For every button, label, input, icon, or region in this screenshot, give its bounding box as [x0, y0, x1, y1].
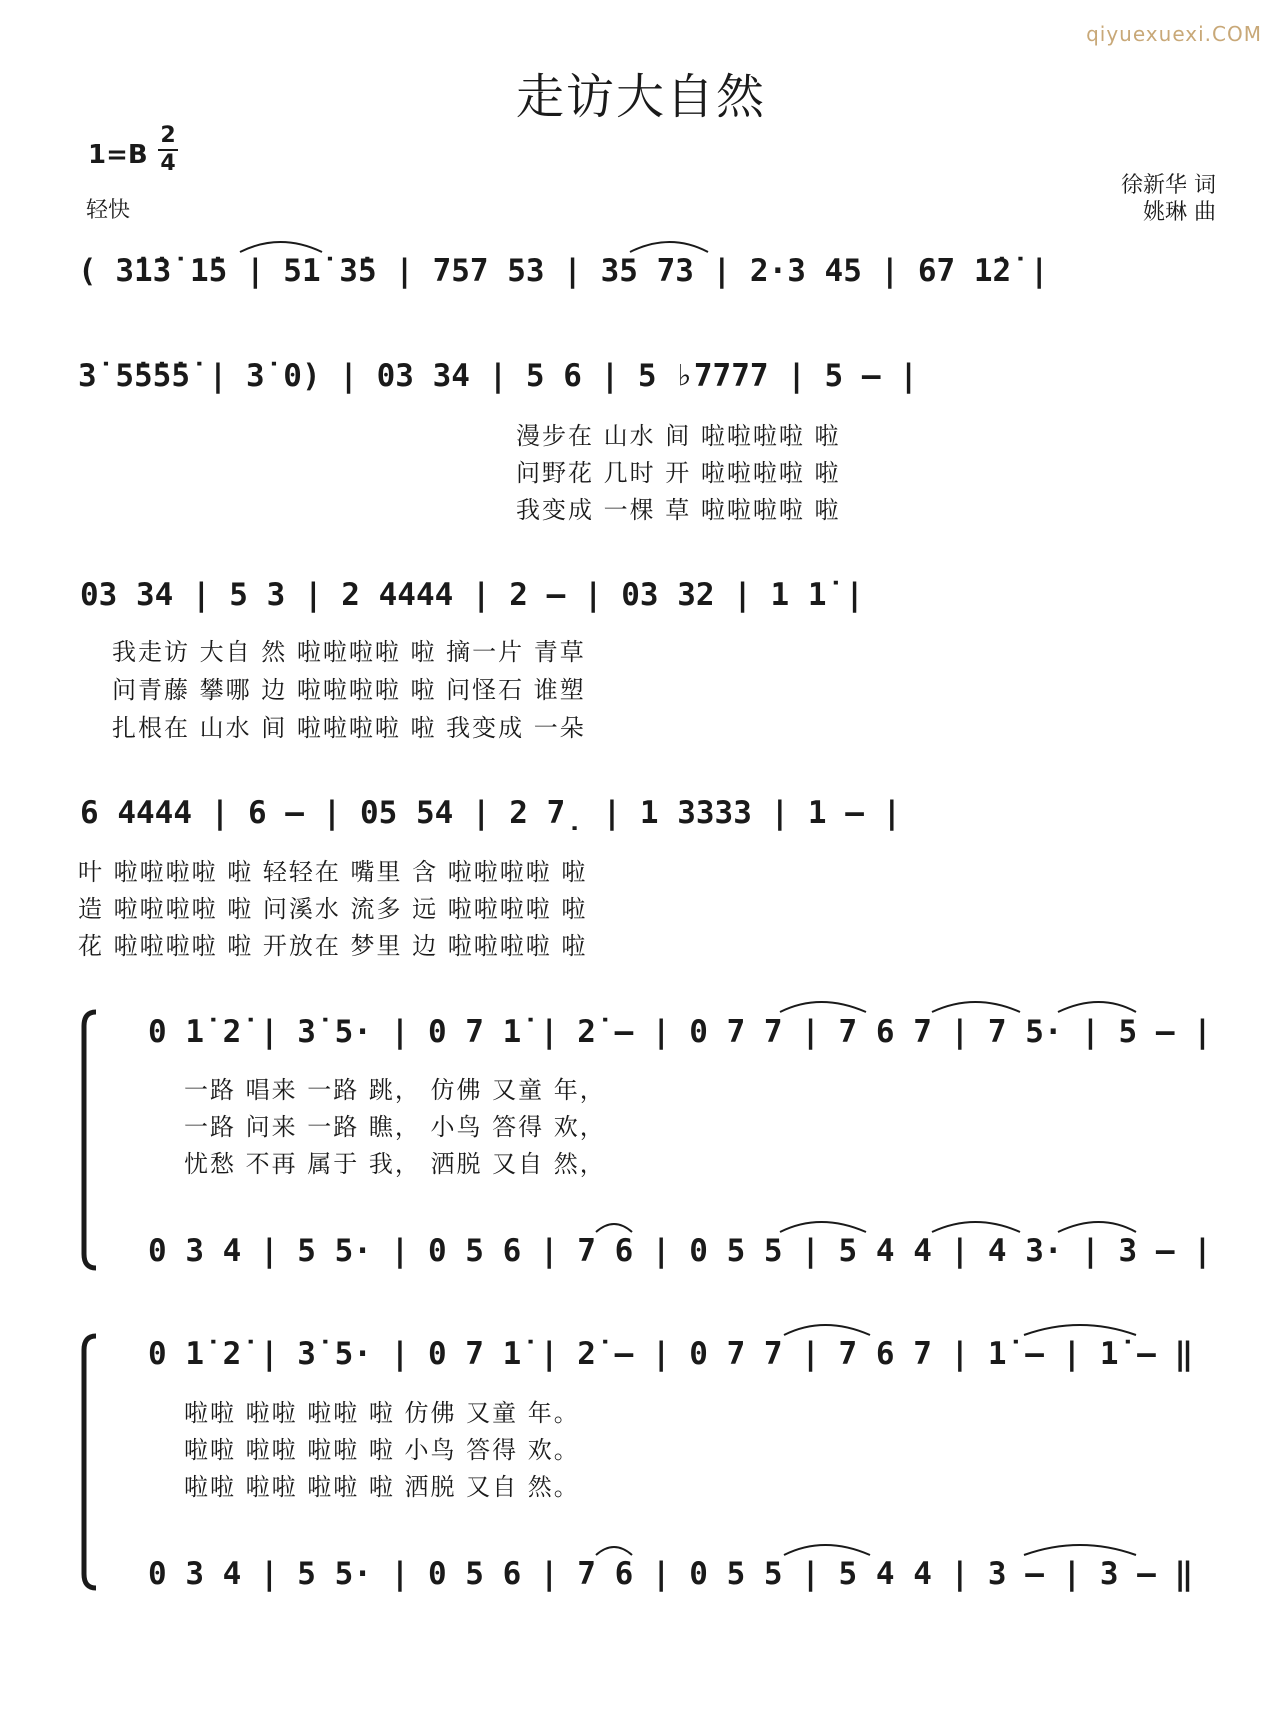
lyric-row-6-verse-2: 啦啦 啦啦 啦啦 啦 小鸟 答得 欢。	[184, 1436, 580, 1464]
lyric-row-3-verse-1: 我走访 大自 然 啦啦啦啦 啦 摘一片 青草	[112, 638, 586, 666]
lyric-row-3-verse-2: 问青藤 攀哪 边 啦啦啦啦 啦 问怪石 谁塑	[112, 676, 586, 704]
lyric-row-5-verse-1: 一路 唱来 一路 跳， 仿佛 又童 年，	[184, 1076, 606, 1104]
lyric-row-6-verse-3: 啦啦 啦啦 啦啦 啦 洒脱 又自 然。	[184, 1473, 580, 1501]
lyric-row-3-verse-3: 扎根在 山水 间 啦啦啦啦 啦 我变成 一朵	[112, 714, 586, 742]
lyric-row-6-verse-1: 啦啦 啦啦 啦啦 啦 仿佛 又童 年。	[184, 1399, 580, 1427]
lyric-row-4-verse-1: 叶 啦啦啦啦 啦 轻轻在 嘴里 含 啦啦啦啦 啦	[78, 858, 588, 886]
slur-7	[780, 1222, 866, 1232]
slur-5	[1058, 1002, 1136, 1012]
system-bracket-1	[84, 1012, 96, 1268]
slur-1	[240, 242, 322, 252]
slur-13	[784, 1545, 870, 1555]
notation-row-4: 6 4444 | 6 – | 05 54 | 2 7̣ | 1 3333 | 1 – |	[80, 795, 902, 831]
notation-row-5-upper: 0 1̇ 2̇ | 3̇ 5· | 0 7 1̇ | 2̇ – | 0 7 7 | 7 6 7 | 7 5· | 5 – |	[148, 1014, 1212, 1050]
tempo-marking: 轻快	[86, 198, 131, 223]
slur-14	[1024, 1545, 1136, 1555]
slur-9	[1058, 1222, 1136, 1232]
lyric-row-2-verse-2: 问野花 几时 开 啦啦啦啦 啦	[516, 459, 841, 487]
notation-row-6-lower: 0 3 4 | 5 5· | 0 5 6 | 7 6 | 0 5 5 | 5 4 4 | 3 – | 3 – ‖	[148, 1556, 1194, 1592]
notation-row-5-lower: 0 3 4 | 5 5· | 0 5 6 | 7 6 | 0 5 5 | 5 4 4 | 4 3· | 3 – |	[148, 1233, 1212, 1269]
slur-6	[596, 1224, 632, 1232]
composer-credit: 姚琳 曲	[1143, 200, 1216, 225]
slur-2	[630, 242, 708, 252]
slur-4	[932, 1002, 1020, 1012]
time-numerator: 2	[160, 123, 176, 148]
slur-3	[780, 1002, 866, 1012]
notation-row-6-upper: 0 1̇ 2̇ | 3̇ 5· | 0 7 1̇ | 2̇ – | 0 7 7 | 7 6 7 | 1̇ – | 1̇ – ‖	[148, 1336, 1194, 1372]
page-title: 走访大自然	[515, 69, 766, 125]
lyric-row-5-verse-2: 一路 问来 一路 瞧， 小鸟 答得 欢，	[184, 1113, 606, 1141]
lyricist-credit: 徐新华 词	[1121, 173, 1216, 198]
lyric-row-2-verse-1: 漫步在 山水 间 啦啦啦啦 啦	[516, 422, 841, 450]
notation-row-2: 3̇ 5̇5̇5̇5̇ | 3̇ 0) | 03 34 | 5 6 | 5 ♭7777 | 5 – |	[78, 358, 918, 394]
key-signature: 1=B	[88, 140, 148, 170]
notation-row-1: ( 3̇1̇3̇ 1̇5 | 51̇ 3̇5 | 757 53 | 35 73 | 2·3 45 | 67 1̇2̇ |	[78, 253, 1049, 289]
lyric-row-2-verse-3: 我变成 一棵 草 啦啦啦啦 啦	[516, 496, 841, 524]
lyric-row-4-verse-2: 造 啦啦啦啦 啦 问溪水 流多 远 啦啦啦啦 啦	[78, 895, 588, 923]
watermark: qiyuexuexi.COM	[1086, 22, 1262, 46]
slur-10	[784, 1325, 870, 1335]
slur-12	[596, 1547, 632, 1555]
time-denominator: 4	[160, 151, 176, 176]
lyric-row-5-verse-3: 忧愁 不再 属于 我， 洒脱 又自 然，	[184, 1150, 606, 1178]
slur-8	[932, 1222, 1020, 1232]
slur-11	[1024, 1325, 1136, 1335]
system-bracket-2	[84, 1336, 96, 1588]
notation-row-3: 03 34 | 5 3 | 2 4444 | 2 – | 03 32 | 1 1̇ |	[80, 577, 864, 613]
lyric-row-4-verse-3: 花 啦啦啦啦 啦 开放在 梦里 边 啦啦啦啦 啦	[78, 932, 588, 960]
